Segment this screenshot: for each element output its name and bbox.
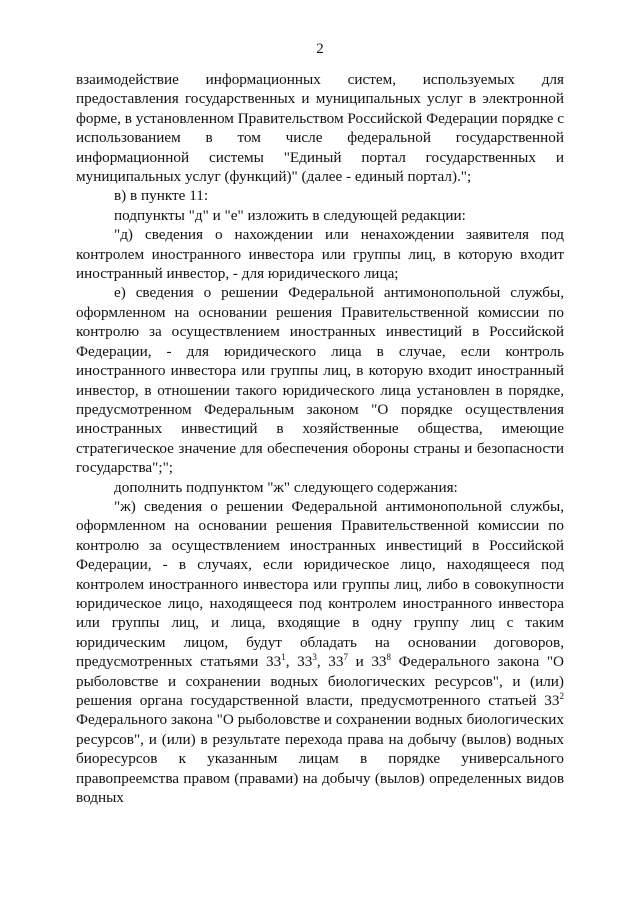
paragraph-7: [76, 497, 564, 808]
document-body: [76, 70, 564, 807]
superscript-7: 7: [343, 652, 348, 663]
paragraph-7-part-a: "ж) сведения о решении Федеральной антимонопольной службы, оформленном на основании решения Правительственной комиссии по контролю за осуществлением иностранных инвестиций в Российской Федерации, - в случаях, если юридическое лицо, находящееся под контролем иностранного инвестора или группы лиц, либо в совокупности юридическое лицо, находящееся под контролем иностранного инвестора или группы лиц, и лица, входящие в одну группу лиц с таким юридическим лицом, будут обладать на основании договоров, предусмотренных статьями 33: [76, 497, 564, 671]
paragraph-7-part-d: и 33: [347, 653, 387, 671]
superscript-8: 8: [386, 652, 392, 663]
paragraph-6: дополнить подпунктом "ж" следующего содержания:: [114, 478, 458, 496]
superscript-1: 1: [281, 652, 286, 663]
paragraph-5: е) сведения о решении Федеральной антимонопольной службы, оформленном на основании решения Правительственной комиссии по контролю за осуществлением иностранных инвестиций в Российской Федерации, - для юридического лица в случае, если контроль иностранного инвестора или группы лиц, в которую входит иностранный инвестор, в отношении такого юридического лица установлен в порядке, предусмотренном Федеральным законом "О порядке осуществления иностранных инвестиций в хозяйственные общества, имеющие стратегическое значение для обеспечения обороны страны и безопасности государства";";: [76, 284, 564, 477]
paragraph-7-part-e: Федерального закона "О рыболовстве и сохранении водных биологических ресурсов", и (или) решения органа государственной власти, предусмотренного статьей 33: [76, 653, 565, 709]
paragraph-2: в) в пункте 11:: [114, 187, 209, 205]
superscript-2: 2: [559, 691, 564, 701]
paragraph-1: взаимодействие информационных систем, используемых для предоставления государственных и муниципальных услуг в электронной форме, в установленном Правительством Российской Федерации порядке с использованием в том числе федеральной государственной информационной системы "Единый портал государственных и муниципальных услуг (функций)" (далее - единый портал).";: [76, 71, 564, 186]
page-number: 2: [316, 41, 324, 57]
paragraph-4: "д) сведения о нахождении или ненахождении заявителя под контролем иностранного инвестора или группы лиц, в которую входит иностранный инвестор, - для юридического лица;: [76, 226, 564, 283]
paragraph-7-part-f: Федерального закона "О рыболовстве и сохранении водных биологических ресурсов", и (или) в результате перехода права на добычу (вылов) водных биоресурсов к указанным лицам в порядке универсального правопреемства правом (правами) на добычу (вылов) определенных видов водных: [76, 711, 564, 807]
paragraph-7-part-c: , 33: [316, 653, 344, 671]
paragraph-7-part-b: , 33: [285, 653, 313, 671]
paragraph-3: подпункты "д" и "е" изложить в следующей редакции:: [114, 206, 466, 224]
superscript-3: 3: [312, 652, 317, 663]
